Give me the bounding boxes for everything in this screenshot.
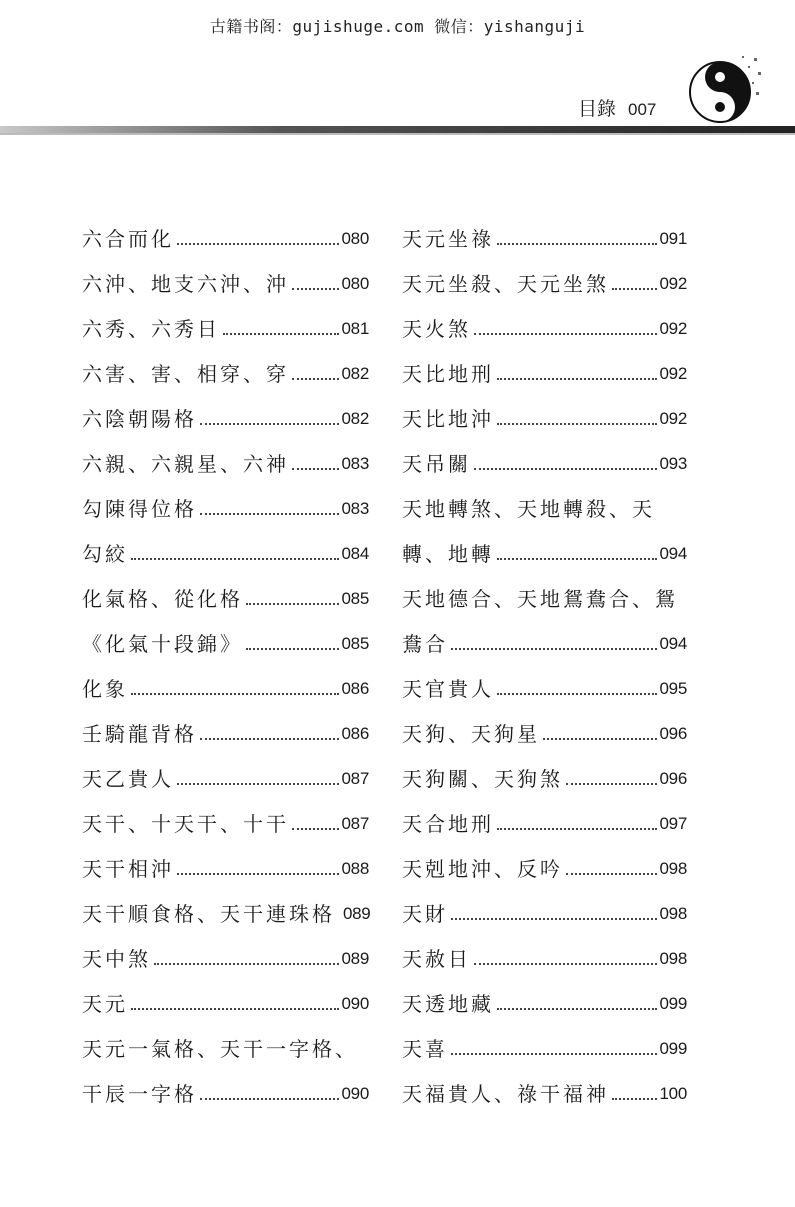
toc-entry-page: 091 (659, 229, 687, 248)
dot-leader (497, 693, 657, 695)
toc-entry-title: 壬騎龍背格 (82, 722, 197, 746)
section-title: 目錄 (578, 98, 617, 120)
toc-entry-page: 089 (341, 949, 369, 968)
toc-entry-page: 096 (659, 724, 687, 743)
toc-entry (82, 431, 369, 476)
toc-entry-title: 《化氣十段錦》 (82, 632, 243, 656)
toc-entry-page: 098 (659, 859, 687, 878)
toc-entry (402, 656, 687, 701)
toc-entry-page: 094 (659, 634, 687, 653)
toc-entry-page: 089 (343, 904, 371, 923)
toc-entry-title: 六親、六親星、六神 (82, 452, 289, 476)
dot-leader (474, 468, 657, 470)
toc-entry (82, 611, 369, 656)
toc-entry-page: 094 (659, 544, 687, 563)
toc-entry (82, 296, 369, 341)
dot-leader (200, 423, 339, 425)
toc-entry-title: 天元一氣格、天干一字格、 (82, 1037, 358, 1061)
toc-entry-title: 六害、害、相穿、穿 (82, 362, 289, 386)
toc-entry (402, 791, 687, 836)
dot-leader (131, 558, 339, 560)
dot-leader (566, 783, 657, 785)
dot-leader (474, 963, 657, 965)
toc-entry (402, 971, 687, 1016)
toc-entry-page: 080 (341, 229, 369, 248)
toc-entry-page: 096 (659, 769, 687, 788)
toc-entry-title: 天吊關 (402, 452, 471, 476)
dot-leader (223, 333, 339, 335)
toc-entry-title: 六秀、六秀日 (82, 317, 220, 341)
toc-entry-title: 天福貴人、祿干福神 (402, 1082, 609, 1106)
toc-entry (82, 566, 369, 611)
toc-entry-page: 095 (659, 679, 687, 698)
toc-entry (402, 521, 687, 566)
toc-entry-page: 085 (341, 589, 369, 608)
toc-entry-page: 086 (341, 724, 369, 743)
toc-entry (402, 206, 687, 251)
toc-entry-title: 天地德合、天地鴛鴦合、鴛 (402, 587, 678, 611)
toc-entry (82, 1061, 369, 1106)
toc-entry (82, 791, 369, 836)
toc-entry (82, 476, 369, 521)
toc-entry-page: 087 (341, 814, 369, 833)
dot-leader (451, 918, 657, 920)
dot-leader (131, 1008, 339, 1010)
toc-entry-title: 天乙貴人 (82, 767, 174, 791)
dot-leader (566, 873, 657, 875)
toc-right-column (402, 206, 687, 1106)
toc-entry-title: 化象 (82, 677, 128, 701)
toc-entry-page: 092 (659, 364, 687, 383)
toc-entry-title: 天赦日 (402, 947, 471, 971)
toc-left-column (82, 206, 369, 1106)
toc-entry-title: 天狗關、天狗煞 (402, 767, 563, 791)
dot-leader (497, 378, 657, 380)
toc-entry (82, 386, 369, 431)
dot-leader (497, 558, 657, 560)
toc-entry-title: 天狗、天狗星 (402, 722, 540, 746)
toc-entry-page: 082 (341, 364, 369, 383)
toc-entry (402, 926, 687, 971)
toc-entry (402, 386, 687, 431)
toc-entry (402, 341, 687, 386)
dot-leader (154, 963, 339, 965)
toc-entry-title: 天元坐殺、天元坐煞 (402, 272, 609, 296)
yin-yang-icon (682, 52, 762, 132)
toc-entry-page: 098 (659, 904, 687, 923)
toc-entry-page: 092 (659, 409, 687, 428)
dot-leader (451, 648, 657, 650)
toc-entry-page: 083 (341, 499, 369, 518)
toc-entry-page: 092 (659, 274, 687, 293)
toc-entry-title: 天透地藏 (402, 992, 494, 1016)
toc-entry (82, 836, 369, 881)
toc-entry (402, 701, 687, 746)
toc-entry (82, 701, 369, 746)
toc-entry-title: 鴦合 (402, 632, 448, 656)
toc-entry (402, 296, 687, 341)
toc-entry-page: 085 (341, 634, 369, 653)
toc-entry-title: 天剋地沖、反吟 (402, 857, 563, 881)
toc-entry (402, 836, 687, 881)
toc-entry-page: 092 (659, 319, 687, 338)
toc-entry-title: 六陰朝陽格 (82, 407, 197, 431)
toc-entry-title: 天中煞 (82, 947, 151, 971)
dot-leader (200, 1098, 339, 1100)
toc-entry-title: 化氣格、從化格 (82, 587, 243, 611)
toc-entry-title: 天官貴人 (402, 677, 494, 701)
dot-leader (246, 648, 339, 650)
toc-entry-title: 天地轉煞、天地轉殺、天 (402, 497, 655, 521)
toc-entry-title: 轉、地轉 (402, 542, 494, 566)
dot-leader (177, 873, 339, 875)
toc-entry-title: 干辰一字格 (82, 1082, 197, 1106)
dot-leader (497, 1008, 657, 1010)
toc-entry-title: 天喜 (402, 1037, 448, 1061)
dot-leader (292, 288, 339, 290)
toc-entry-title: 天干、十天干、十干 (82, 812, 289, 836)
toc-entry-page: 082 (341, 409, 369, 428)
page-header (578, 94, 656, 121)
toc-entry-title: 勾絞 (82, 542, 128, 566)
toc-entry-title: 天干相沖 (82, 857, 174, 881)
toc-entry (82, 656, 369, 701)
dot-leader (177, 783, 339, 785)
dot-leader (177, 243, 339, 245)
toc-entry (82, 1016, 369, 1061)
toc-entry-page: 080 (341, 274, 369, 293)
dot-leader (612, 1098, 657, 1100)
toc-entry (402, 1061, 687, 1106)
dot-leader (612, 288, 657, 290)
toc-entry-page: 090 (341, 994, 369, 1013)
toc-entry (82, 881, 369, 926)
toc-entry (82, 206, 369, 251)
toc-entry-title: 勾陳得位格 (82, 497, 197, 521)
toc-entry (402, 251, 687, 296)
dot-leader (292, 828, 339, 830)
toc-entry (82, 746, 369, 791)
toc-entry-page: 097 (659, 814, 687, 833)
watermark-text: 古籍书阁：gujishuge.com 微信：yishanguji (209, 17, 586, 36)
toc-entry-page: 099 (659, 994, 687, 1013)
toc-entry (402, 881, 687, 926)
dot-leader (497, 423, 657, 425)
page-number: 007 (628, 100, 657, 119)
toc-entry (402, 566, 687, 611)
toc-entry-page: 098 (659, 949, 687, 968)
toc-entry-page: 093 (659, 454, 687, 473)
toc-entry-page: 081 (341, 319, 369, 338)
toc-entry-page: 088 (341, 859, 369, 878)
toc-entry (82, 341, 369, 386)
dot-leader (200, 513, 339, 515)
toc-entry-title: 天元坐祿 (402, 227, 494, 251)
toc-entry-title: 天比地沖 (402, 407, 494, 431)
toc-entry (82, 521, 369, 566)
dot-leader (451, 1053, 657, 1055)
toc-entry (402, 476, 687, 521)
dot-leader (543, 738, 657, 740)
toc-entry-title: 天干順食格、天干連珠格 (82, 902, 335, 926)
dot-leader (292, 378, 339, 380)
toc-entry-title: 天元 (82, 992, 128, 1016)
toc-entry-page: 086 (341, 679, 369, 698)
toc-entry (402, 611, 687, 656)
dot-leader (200, 738, 339, 740)
toc-entry-page: 083 (341, 454, 369, 473)
toc-entry-page: 084 (341, 544, 369, 563)
dot-leader (497, 828, 657, 830)
toc-entry (402, 746, 687, 791)
dot-leader (474, 333, 657, 335)
toc-entry-title: 天比地刑 (402, 362, 494, 386)
toc-entry (82, 971, 369, 1016)
dot-leader (246, 603, 339, 605)
toc-entry-page: 100 (659, 1084, 687, 1103)
toc-entry-title: 天財 (402, 902, 448, 926)
toc-entry-title: 天火煞 (402, 317, 471, 341)
toc-entry-page: 099 (659, 1039, 687, 1058)
toc-entry-page: 090 (341, 1084, 369, 1103)
toc-entry (402, 1016, 687, 1061)
toc-entry-page: 087 (341, 769, 369, 788)
dot-leader (497, 243, 657, 245)
header-divider (0, 123, 795, 137)
dot-leader (292, 468, 339, 470)
toc-entry-title: 六合而化 (82, 227, 174, 251)
toc-entry-title: 六沖、地支六沖、沖 (82, 272, 289, 296)
toc-entry (82, 251, 369, 296)
toc-entry-title: 天合地刑 (402, 812, 494, 836)
toc-entry (82, 926, 369, 971)
toc-entry (402, 431, 687, 476)
dot-leader (131, 693, 339, 695)
